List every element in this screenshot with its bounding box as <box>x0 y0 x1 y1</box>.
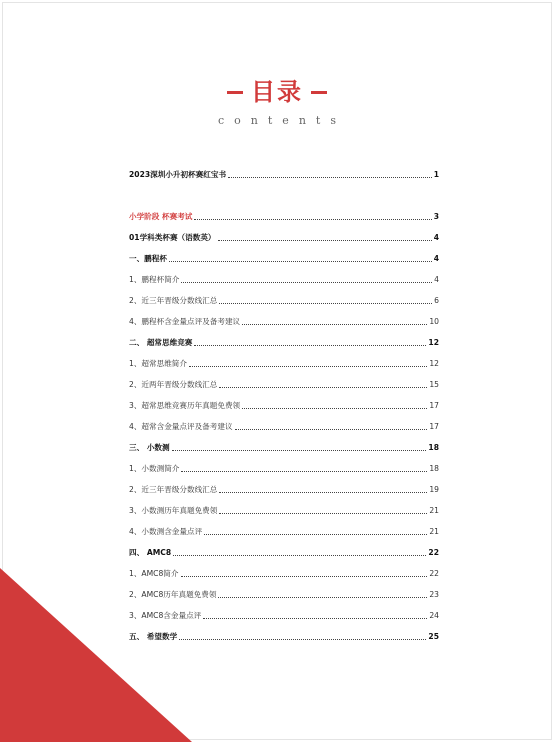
toc-leader <box>204 533 427 535</box>
toc-entry-page: 15 <box>429 380 439 389</box>
red-triangle-shape <box>0 568 192 742</box>
toc-entry[interactable] <box>129 311 439 327</box>
toc-entry-page: 22 <box>428 548 439 557</box>
toc-entry-page: 21 <box>429 506 439 515</box>
toc-leader <box>179 638 426 640</box>
toc-entry-label: 3、小数测历年真题免费领 <box>129 506 218 515</box>
toc-leader <box>242 323 427 325</box>
toc-entry-label: 1、鹏程杯简介 <box>129 275 180 284</box>
toc-entry-page: 6 <box>434 296 439 305</box>
toc-entry-label: 四、 AMC8 <box>129 548 172 557</box>
toc-leader <box>169 260 432 262</box>
toc-entry-page: 1 <box>433 170 439 179</box>
toc-leader <box>242 407 427 409</box>
title-dash-left <box>227 91 243 94</box>
toc-entry-label: 一、鹏程杯 <box>129 254 167 263</box>
toc-entry[interactable] <box>129 290 439 306</box>
toc-entry-label: 二、 超常思维竞赛 <box>129 338 193 347</box>
toc-entry-page: 25 <box>428 632 439 641</box>
toc-entry[interactable] <box>129 500 439 516</box>
toc-entry-label: 2、近三年晋级分数线汇总 <box>129 296 218 305</box>
toc-entry-label: 1、小数测简介 <box>129 464 180 473</box>
toc-leader <box>181 281 432 283</box>
toc-header <box>0 78 554 127</box>
toc-entry[interactable] <box>129 227 439 243</box>
toc-entry[interactable] <box>129 248 439 264</box>
toc-entry-label: 2、AMC8历年真题免费领 <box>129 590 217 599</box>
toc-leader <box>194 218 431 220</box>
toc-entry-label: 4、超常含金量点评及备考建议 <box>129 422 233 431</box>
toc-entry[interactable] <box>129 353 439 369</box>
toc-entry-label: 01学科类杯赛（语数英） <box>129 233 216 242</box>
toc-entry-page: 24 <box>429 611 439 620</box>
toc-leader <box>203 617 427 619</box>
toc-entry-page: 22 <box>429 569 439 578</box>
page-subtitle: contents <box>218 114 346 127</box>
toc-entry-page: 17 <box>429 422 439 431</box>
toc-leader <box>172 449 427 451</box>
toc-leader <box>228 176 432 178</box>
toc-entry-label: 五、 希望数学 <box>129 632 178 641</box>
toc-entry[interactable] <box>129 206 439 222</box>
toc-entry[interactable] <box>129 269 439 285</box>
toc-leader <box>219 386 427 388</box>
toc-entry[interactable] <box>129 395 439 411</box>
toc-entry[interactable] <box>129 479 439 495</box>
toc-entry-label: 2、近三年晋级分数线汇总 <box>129 485 218 494</box>
toc-leader <box>218 596 427 598</box>
title-row <box>0 78 554 106</box>
toc-leader <box>219 512 427 514</box>
toc-entry-page: 17 <box>429 401 439 410</box>
toc-entry[interactable] <box>129 437 439 453</box>
toc-leader <box>189 365 427 367</box>
toc-entry[interactable] <box>129 416 439 432</box>
toc-leader <box>173 554 426 556</box>
toc-entry[interactable] <box>129 164 439 180</box>
toc-entry-page: 4 <box>433 254 439 263</box>
toc-entry[interactable] <box>129 542 439 558</box>
toc-entry[interactable] <box>129 521 439 537</box>
toc-entry-page: 4 <box>434 275 439 284</box>
toc-entry-page: 18 <box>429 464 439 473</box>
toc-entry-label: 4、小数测含金量点评 <box>129 527 203 536</box>
corner-triangle-decoration <box>0 568 192 742</box>
toc-entry[interactable] <box>129 332 439 348</box>
toc-leader <box>194 344 426 346</box>
toc-entry-page: 19 <box>429 485 439 494</box>
toc-entry-label: 小学阶段 杯赛考试 <box>129 212 193 221</box>
toc-entry-label: 三、 小数测 <box>129 443 170 452</box>
toc-entry-page: 23 <box>429 590 439 599</box>
toc-entry-label: 1、超常思维简介 <box>129 359 187 368</box>
toc-entry-page: 21 <box>429 527 439 536</box>
toc-entry-label: 2、近两年晋级分数线汇总 <box>129 380 218 389</box>
toc-leader <box>218 239 432 241</box>
title-dash-right <box>311 91 327 94</box>
toc-entry-page: 12 <box>428 338 439 347</box>
toc-leader <box>219 302 432 304</box>
toc-entry-label: 1、AMC8简介 <box>129 569 179 578</box>
toc-entry-label: 3、AMC8含金量点评 <box>129 611 202 620</box>
toc-entry-label: 2023深圳小升初杯赛红宝书 <box>129 170 227 179</box>
toc-entry-page: 10 <box>429 317 439 326</box>
toc-leader <box>181 575 428 577</box>
toc-entry-label: 3、超常思维竞赛历年真题免费领 <box>129 401 241 410</box>
toc-entry-label: 4、鹏程杯含金量点评及备考建议 <box>129 317 241 326</box>
toc-leader <box>235 428 428 430</box>
toc-entry-page: 3 <box>433 212 439 221</box>
toc-entry-page: 4 <box>433 233 439 242</box>
toc-entry[interactable] <box>129 374 439 390</box>
toc-entry-page: 18 <box>428 443 439 452</box>
toc-entry-page: 12 <box>429 359 439 368</box>
toc-leader <box>181 470 427 472</box>
page-title: 目录 <box>251 78 303 106</box>
toc-leader <box>219 491 427 493</box>
toc-entry[interactable] <box>129 458 439 474</box>
